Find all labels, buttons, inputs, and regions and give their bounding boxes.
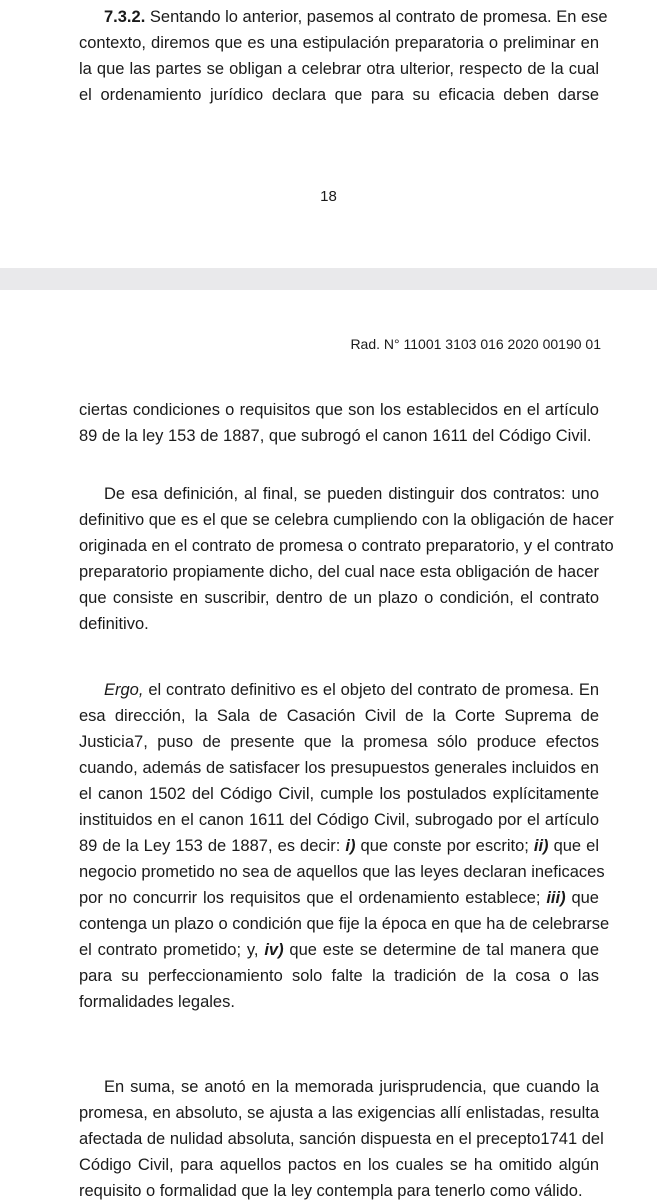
page-separator [0,268,657,290]
text-line: el contrato prometido; y, iv) que este se determine de tal manera que [79,941,599,959]
text-line: formalidades legales. [79,993,235,1011]
text-line: definitivo. [79,615,149,633]
text-line: contenga un plazo o condición que fije la época en que ha de celebrarse [79,915,610,933]
text-line: para su perfeccionamiento solo falte la tradición de la cosa o las [79,967,599,985]
text-line: Ergo, el contrato definitivo es el objeto del contrato de promesa. En [104,681,599,699]
text-line: preparatorio propiamente dicho, del cual nace esta obligación de hacer [79,563,599,581]
text-line: cuando, además de satisfacer los presupuestos generales incluidos en [79,759,599,777]
text-line: definitivo que es el que se celebra cumpliendo con la obligación de hacer [79,511,614,529]
document-page-19 [0,290,657,1200]
list-marker-i: i) [345,837,356,855]
text-line: instituidos en el canon 1611 del Código Civil, subrogado por el artículo [79,811,599,829]
text-line: requisito o formalidad que la ley contempla para tenerlo como válido. [79,1182,583,1200]
text-line: por no concurrir los requisitos que el ordenamiento establece; iii) que [79,889,599,907]
text-line: esa dirección, la Sala de Casación Civil de la Corte Suprema de [79,707,599,725]
section-number: 7.3.2. [104,8,146,26]
paragraph-en-suma [79,1074,604,1200]
list-marker-ii: ii) [533,837,549,855]
text-line: contexto, diremos que es una estipulación preparatoria o preliminar en [79,34,599,52]
text-line: Justicia7, puso de presente que la promesa sólo produce efectos [79,733,599,751]
text-line: originada en el contrato de promesa o contrato preparatorio, y el contrato [79,537,614,555]
page-number: 18 [320,188,337,205]
ergo-word: Ergo, [104,681,144,699]
text-line: que consiste en suscribir, dentro de un plazo o condición, el contrato [79,589,599,607]
list-marker-iv: iv) [264,941,284,959]
text-line: el canon 1502 del Código Civil, cumple los postulados explícitamente [79,785,599,803]
text-line: De esa definición, al final, se pueden distinguir dos contratos: uno [104,485,599,503]
paragraph-7-3-2 [79,4,608,108]
text-line: ciertas condiciones o requisitos que son los establecidos en el artículo [79,401,599,419]
paragraph-definition [79,481,614,637]
text-line: 7.3.2. Sentando lo anterior, pasemos al contrato de promesa. En ese [104,8,608,26]
text-line: En suma, se anotó en la memorada jurisprudencia, que cuando la [104,1078,599,1096]
text-line: la que las partes se obligan a celebrar otra ulterior, respecto de la cual [79,60,599,78]
paragraph-continuation [79,397,599,449]
text-line: Código Civil, para aquellos pactos en los cuales se ha omitido algún [79,1156,599,1174]
text-line: afectada de nulidad absoluta, sanción dispuesta en el precepto1741 del [79,1130,604,1148]
text-line: negocio prometido no sea de aquellos que las leyes declaran ineficaces [79,863,605,881]
radicado-header: Rad. N° 11001 3103 016 2020 00190 01 [350,336,601,352]
text-line: 89 de la Ley 153 de 1887, es decir: i) que conste por escrito; ii) que el [79,837,599,855]
list-marker-iii: iii) [546,889,566,907]
text-line: el ordenamiento jurídico declara que para su eficacia deben darse [79,86,599,104]
document-page-18 [0,0,657,268]
text-line: 89 de la ley 153 de 1887, que subrogó el canon 1611 del Código Civil. [79,427,592,445]
paragraph-ergo [79,677,610,1015]
text-line: promesa, en absoluto, se ajusta a las exigencias allí enlistadas, resulta [79,1104,599,1122]
